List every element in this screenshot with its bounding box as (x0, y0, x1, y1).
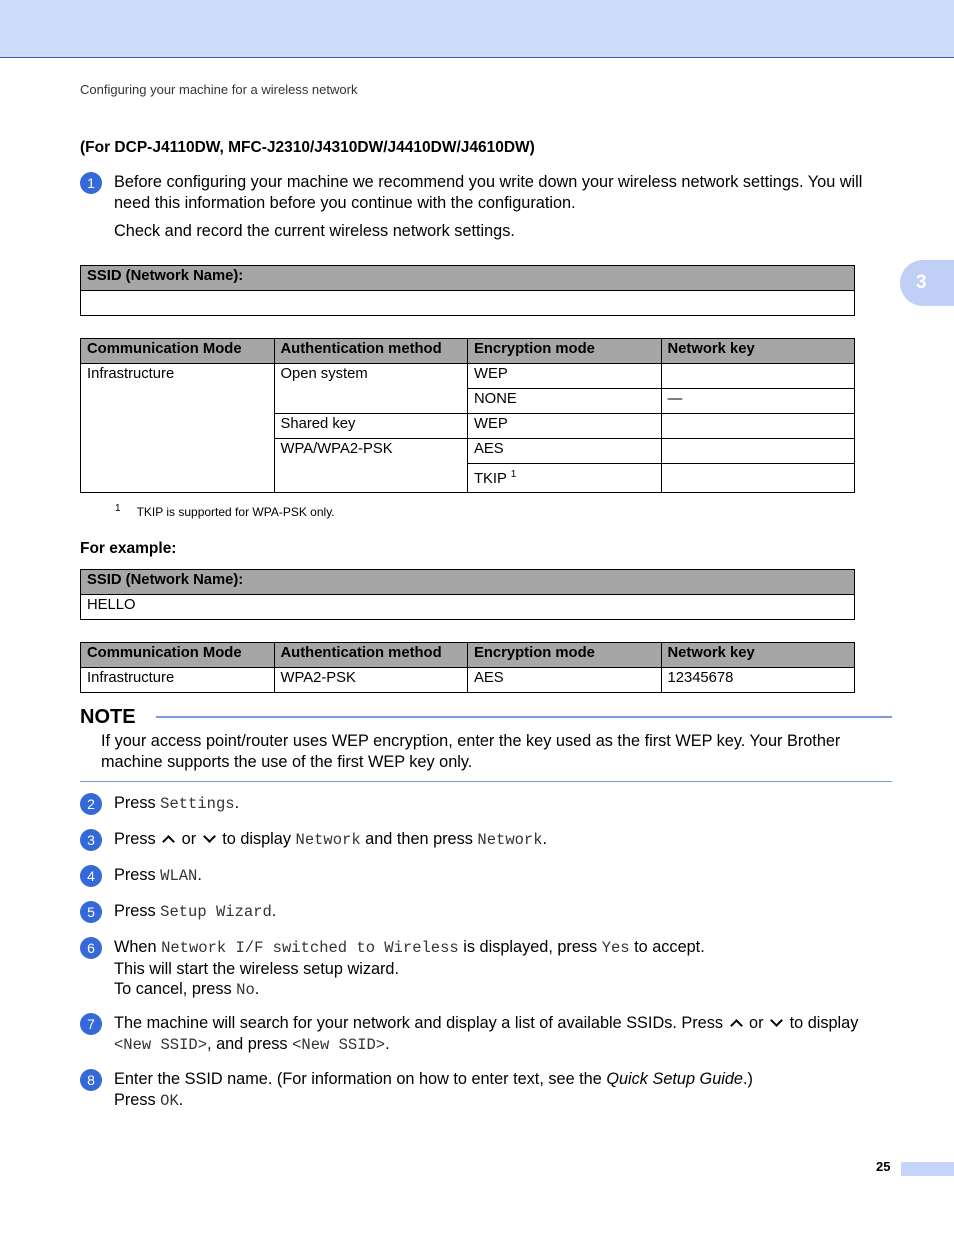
down-arrow-icon (203, 830, 216, 843)
tkip-label: TKIP (474, 470, 507, 487)
enc-cell: AES (468, 439, 662, 464)
step-6 (80, 937, 892, 1001)
ssid-value (81, 291, 855, 316)
col-network-key: Network key (661, 643, 855, 668)
step-number-2: 2 (80, 793, 102, 815)
col-network-key: Network key (661, 339, 855, 364)
comm-mode-cell: Infrastructure (81, 364, 275, 493)
network-code: Network (477, 831, 543, 849)
example-auth: WPA2-PSK (274, 668, 468, 693)
quick-setup-guide-title: Quick Setup Guide (606, 1070, 743, 1088)
enc-cell: WEP (468, 414, 662, 439)
step-number-7: 7 (80, 1013, 102, 1035)
check-record-text: Check and record the current wireless network settings. (114, 222, 515, 240)
up-arrow-icon (162, 835, 175, 848)
step-3 (80, 829, 892, 851)
note-title: NOTE (80, 706, 136, 728)
col-comm-mode: Communication Mode (81, 339, 275, 364)
enc-tkip-cell (468, 464, 662, 493)
step-number-4: 4 (80, 865, 102, 887)
step-4-text: Press WLAN. (114, 866, 202, 885)
example-ssid-header: SSID (Network Name): (81, 570, 855, 595)
running-header: Configuring your machine for a wireless network (80, 82, 358, 97)
step-number-3: 3 (80, 829, 102, 851)
ok-code: OK (160, 1091, 179, 1110)
step-number-5: 5 (80, 901, 102, 923)
step-7-text: The machine will search for your network and display a list of available SSIDs. Press or to display <New SSID>, and press <New SSID>. (114, 1014, 859, 1054)
up-arrow-icon (730, 1019, 743, 1032)
enc-cell: NONE (468, 389, 662, 414)
step-5 (80, 901, 892, 923)
step-7 (80, 1013, 892, 1057)
auth-shared-cell: Shared key (274, 414, 468, 439)
note-divider (156, 716, 892, 718)
key-cell (661, 439, 855, 464)
chapter-tab: 3 (900, 260, 954, 306)
for-example-heading: For example: (80, 540, 177, 557)
example-key: 12345678 (661, 668, 855, 693)
network-code: Network (295, 831, 361, 849)
key-cell: — (661, 389, 855, 414)
step-3-text: Press or to display Network and then press Network. (114, 830, 548, 849)
col-auth-method: Authentication method (274, 643, 468, 668)
footnote-ref: 1 (510, 469, 517, 480)
step-4 (80, 865, 892, 887)
footnote (115, 503, 335, 519)
ssid-table (80, 265, 855, 316)
auth-open-cell: Open system (274, 364, 468, 414)
enc-cell: WEP (468, 364, 662, 389)
example-enc: AES (468, 668, 662, 693)
col-enc-mode: Encryption mode (468, 339, 662, 364)
switched-message-code: Network I/F switched to Wireless (161, 939, 459, 957)
note-bottom-divider (80, 781, 892, 782)
step-2-text: Press Settings. (114, 794, 240, 813)
new-ssid-code: <New SSID> (292, 1035, 386, 1054)
step-1 (80, 172, 892, 216)
step-1-text: Before configuring your machine we recommend you write down your wireless network settings. You will need this information before you continue with the configuration. (114, 173, 863, 212)
key-cell (661, 364, 855, 389)
footnote-mark: 1 (115, 503, 121, 514)
example-modes-table (80, 642, 855, 693)
page-number-bar (901, 1162, 954, 1176)
footnote-text: TKIP is supported for WPA-PSK only. (136, 505, 335, 519)
col-auth-method: Authentication method (274, 339, 468, 364)
key-cell (661, 414, 855, 439)
no-code: No (236, 981, 255, 999)
step-2 (80, 793, 892, 815)
step-number-8: 8 (80, 1069, 102, 1091)
col-enc-mode: Encryption mode (468, 643, 662, 668)
step-5-text: Press Setup Wizard. (114, 902, 277, 921)
step-8-text: Enter the SSID name. (For information on how to enter text, see the Quick Setup Guide.) Press OK. (114, 1070, 753, 1110)
settings-code: Settings (160, 795, 235, 813)
top-banner (0, 0, 954, 58)
setup-wizard-code: Setup Wizard (160, 903, 272, 921)
modes-table (80, 338, 855, 493)
example-comm-mode: Infrastructure (81, 668, 275, 693)
example-ssid-table (80, 569, 855, 620)
step-8 (80, 1069, 892, 1113)
key-cell (661, 464, 855, 493)
yes-code: Yes (601, 939, 630, 957)
step-number-6: 6 (80, 937, 102, 959)
example-ssid-value: HELLO (81, 595, 855, 620)
new-ssid-code: <New SSID> (114, 1035, 208, 1054)
wlan-code: WLAN (160, 867, 198, 885)
ssid-header: SSID (Network Name): (81, 266, 855, 291)
model-subheading: (For DCP-J4110DW, MFC-J2310/J4310DW/J4410DW/J4610DW) (80, 139, 535, 156)
step-number-1: 1 (80, 172, 102, 194)
down-arrow-icon (770, 1014, 783, 1027)
step-6-text: When Network I/F switched to Wireless is displayed, press Yes to accept. This will start the wireless setup wizard. To cancel, press No. (114, 938, 705, 999)
page-number: 25 (876, 1159, 891, 1174)
auth-wpa-cell: WPA/WPA2-PSK (274, 439, 468, 493)
col-comm-mode: Communication Mode (81, 643, 275, 668)
note-text: If your access point/router uses WEP encryption, enter the key used as the first WEP key. Your Brother machine supports the use of the first WEP key only. (101, 732, 841, 771)
